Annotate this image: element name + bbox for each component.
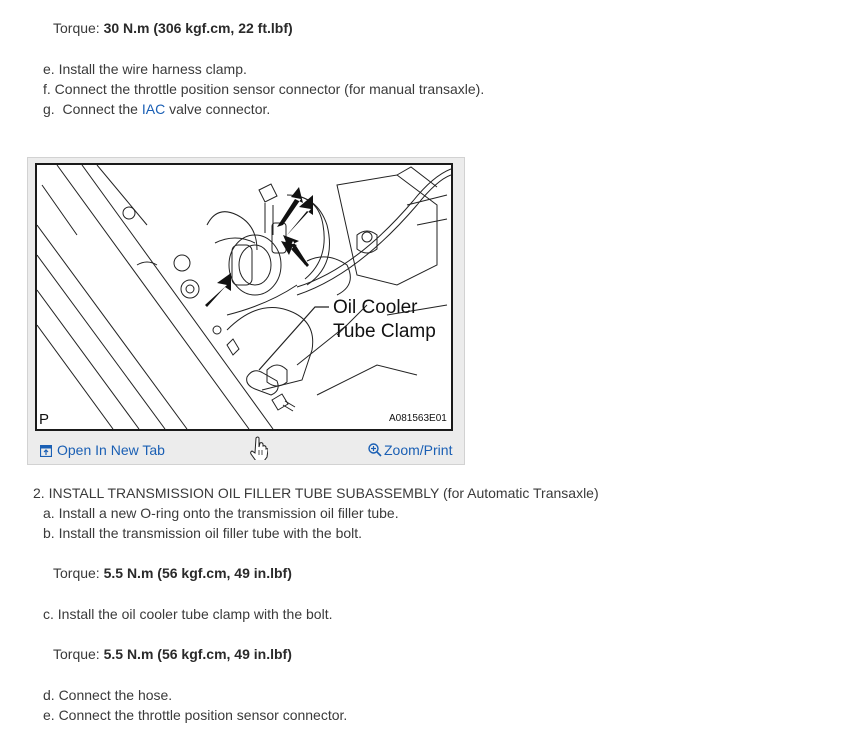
zoom-print-label: Zoom/Print xyxy=(384,442,453,458)
step-marker: e. xyxy=(43,61,55,77)
engine-diagram[interactable] xyxy=(35,163,453,431)
step-marker: f. xyxy=(43,81,51,97)
step-text: valve connector. xyxy=(169,101,271,117)
iac-link[interactable]: IAC xyxy=(141,101,166,117)
figure-code: A081563E01 xyxy=(389,413,447,424)
step-text: Connect the xyxy=(62,101,138,117)
step-g xyxy=(43,100,270,118)
step-e-2: e. Connect the throttle position sensor connector. xyxy=(43,707,348,723)
step-c: c. Install the oil cooler tube clamp with the bolt. xyxy=(43,606,333,622)
torque-value: 5.5 N.m (56 kgf.cm, 49 in.lbf) xyxy=(103,565,292,581)
step-marker: g. xyxy=(43,101,55,117)
corner-letter: P xyxy=(39,411,50,428)
zoom-print-button[interactable] xyxy=(368,441,452,461)
callout-line-1: Oil Cooler xyxy=(333,297,418,318)
engine-illustration xyxy=(37,165,451,429)
section-heading: 2. INSTALL TRANSMISSION OIL FILLER TUBE SUBASSEMBLY (for Automatic Transaxle) xyxy=(33,485,599,501)
torque-spec xyxy=(53,19,293,37)
torque-spec xyxy=(53,564,292,582)
torque-label: Torque: xyxy=(53,646,100,662)
step-d: d. Connect the hose. xyxy=(43,687,173,703)
figure-toolbar xyxy=(28,434,464,464)
step-b: b. Install the transmission oil filler tube with the bolt. xyxy=(43,525,363,541)
torque-spec xyxy=(53,645,292,663)
zoom-icon xyxy=(368,443,382,461)
torque-value: 30 N.m (306 kgf.cm, 22 ft.lbf) xyxy=(103,20,293,36)
torque-label: Torque: xyxy=(53,20,100,36)
new-tab-icon xyxy=(40,443,52,461)
hand-cursor-icon xyxy=(250,436,268,463)
step-e xyxy=(43,60,247,78)
step-text: Connect the throttle position sensor connector (for manual transaxle). xyxy=(54,81,485,97)
step-a: a. Install a new O-ring onto the transmission oil filler tube. xyxy=(43,505,399,521)
step-f xyxy=(43,80,484,98)
figure-container xyxy=(27,157,465,465)
open-new-tab-label: Open In New Tab xyxy=(57,442,165,458)
torque-value: 5.5 N.m (56 kgf.cm, 49 in.lbf) xyxy=(103,646,292,662)
step-text: Install the wire harness clamp. xyxy=(58,61,247,77)
torque-label: Torque: xyxy=(53,565,100,581)
callout-line-2: Tube Clamp xyxy=(333,321,436,342)
open-new-tab-button[interactable] xyxy=(40,441,165,461)
